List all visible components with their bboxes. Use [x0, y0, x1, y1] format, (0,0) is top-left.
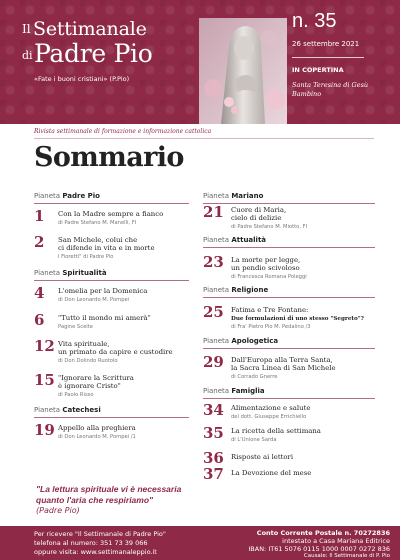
article-page-number: 35 [203, 424, 224, 442]
section-name: Famiglia [231, 387, 265, 395]
footer-causale-line: Causale: Il Settimanale di P. Pio [303, 553, 390, 559]
footer-iban-line: IBAN: IT61 5076 0115 1000 0007 0272 836 [248, 545, 390, 553]
article-page-number: 36 [203, 449, 224, 467]
cover-caption: Santa Teresina di Gesù Bambino [292, 81, 369, 98]
article-page-number: 37 [203, 465, 224, 483]
issue-number: n. 35 [292, 10, 337, 32]
section-name: Catechesi [62, 406, 101, 414]
footer-phone-line: telefona al numero: 351 73 39 066 [34, 539, 148, 547]
section-header [203, 286, 375, 298]
footer-account-line: Conto Corrente Postale n. 70272836 [256, 529, 390, 537]
article-title: La morte per legge, un pendio scivoloso [231, 256, 301, 272]
article-page-number: 34 [203, 401, 224, 419]
article-author: di Don Leonardo M. Pompei [58, 297, 130, 303]
page-title: Sommario [34, 142, 184, 173]
tagline: Rivista settimanale di formazione e informazione cattolica [34, 128, 212, 135]
article-author: di Padre Stefano M. Manelli, FI [58, 220, 137, 226]
logo-di: di [22, 49, 33, 62]
issue-date: 26 settembre 2021 [292, 40, 360, 48]
quote-attribution: (Padre Pio) [36, 506, 80, 515]
section-name: Attualità [231, 236, 267, 244]
section-header [34, 192, 189, 204]
article-page-number: 4 [34, 284, 45, 302]
section-prefix: Pianeta [203, 337, 230, 345]
section-header [203, 337, 375, 349]
article-title: Cuore di Maria, cielo di delizie [231, 206, 287, 222]
article-page-number: 2 [34, 233, 45, 251]
article-title: "Ignorare la Scrittura è ignorare Cristo" [58, 374, 134, 390]
section-prefix: Pianeta [34, 406, 61, 414]
cover-heading: IN COPERTINA [292, 66, 344, 74]
section-header [34, 269, 189, 281]
article-title: La Devozione del mese [231, 469, 312, 477]
footer-subscribe-line: Per ricevere "Il Settimanale di Padre Pio" [34, 530, 166, 538]
section-prefix: Pianeta [34, 192, 61, 200]
article-author: I Fioretti" di Padre Pio [58, 254, 114, 260]
article-author: del dott. Giuseppe Errichiello [231, 414, 307, 420]
article-page-number: 19 [34, 421, 55, 439]
cover-statue-image [199, 18, 287, 124]
article-author: di Don Dolindo Ruotolo [58, 358, 118, 364]
article-title: Alimentazione e salute [231, 404, 311, 412]
article-author: di Fra' Pietro Pio M. Pedalino /3 [231, 324, 311, 330]
article-author: di Don Leonardo M. Pompei /1 [58, 434, 136, 440]
article-title: Vita spirituale, un primato da capire e custodire [58, 340, 173, 356]
article-page-number: 12 [34, 337, 55, 355]
article-title: "Tutto il mondo mi amerà" [58, 314, 151, 322]
article-page-number: 23 [203, 253, 224, 271]
article-author: di Padre Stefano M. Miotto, FI [231, 224, 308, 230]
section-prefix: Pianeta [203, 192, 230, 200]
article-author: Pagine Scelte [58, 324, 93, 330]
section-name: Apologetica [231, 337, 279, 345]
article-title: La ricetta della settimana [231, 427, 321, 435]
article-author: di L'Unione Sarda [231, 437, 277, 443]
article-title: Fatima e Tre Fontane: [231, 306, 309, 314]
section-prefix: Pianeta [203, 236, 230, 244]
footer-band [0, 526, 400, 560]
article-page-number: 29 [203, 353, 224, 371]
section-name: Religione [231, 286, 269, 294]
article-author: di Paolo Risso [58, 392, 94, 398]
section-name: Spiritualità [62, 269, 107, 277]
article-title: L'omelia per la Domenica [58, 287, 148, 295]
logo-padre-pio: Padre Pio [34, 39, 153, 68]
masthead-motto: «Fate i buoni cristiani» (P.Pio) [34, 75, 130, 83]
article-page-number: 21 [203, 203, 224, 221]
article-title: Risposte ai lettori [231, 453, 294, 461]
article-page-number: 1 [34, 207, 45, 225]
logo-il: Il [22, 22, 31, 36]
section-header [203, 387, 375, 399]
section-header [34, 406, 189, 418]
section-prefix: Pianeta [203, 286, 230, 294]
section-prefix: Pianeta [203, 387, 230, 395]
footer-website-link[interactable]: oppure visita: www.settimanaleppio.it [34, 548, 157, 556]
section-name: Mariano [231, 192, 264, 200]
padre-pio-quote: "La lettura spirituale vi è necessaria quanto l'aria che respiriamo" [36, 484, 182, 505]
article-author: di Francesca Romana Poleggi [231, 274, 307, 280]
footer-holder-line: intestato a Casa Mariana Editrice [282, 537, 390, 545]
masthead-band [0, 0, 400, 124]
article-page-number: 15 [34, 371, 55, 389]
article-title: Con la Madre sempre a fianco [58, 210, 164, 218]
section-header [203, 236, 375, 248]
article-page-number: 25 [203, 303, 224, 321]
tagline-divider [34, 138, 374, 139]
article-author: di Corrado Gnerre [231, 374, 278, 380]
article-page-number: 6 [34, 311, 45, 329]
article-subtitle: Due formulazioni di uno stesso "Segreto"? [231, 316, 364, 322]
article-title: Dall'Europa alla Terra Santa, la Sacra Linea di San Michele [231, 356, 336, 372]
article-title: San Michele, colui che ci difende in vita e in morte [58, 236, 155, 252]
logo-settimanale: Settimanale [33, 18, 147, 40]
section-name: Padre Pio [62, 192, 100, 200]
cover-divider [292, 57, 364, 58]
article-title: Appello alla preghiera [58, 424, 136, 432]
section-prefix: Pianeta [34, 269, 61, 277]
